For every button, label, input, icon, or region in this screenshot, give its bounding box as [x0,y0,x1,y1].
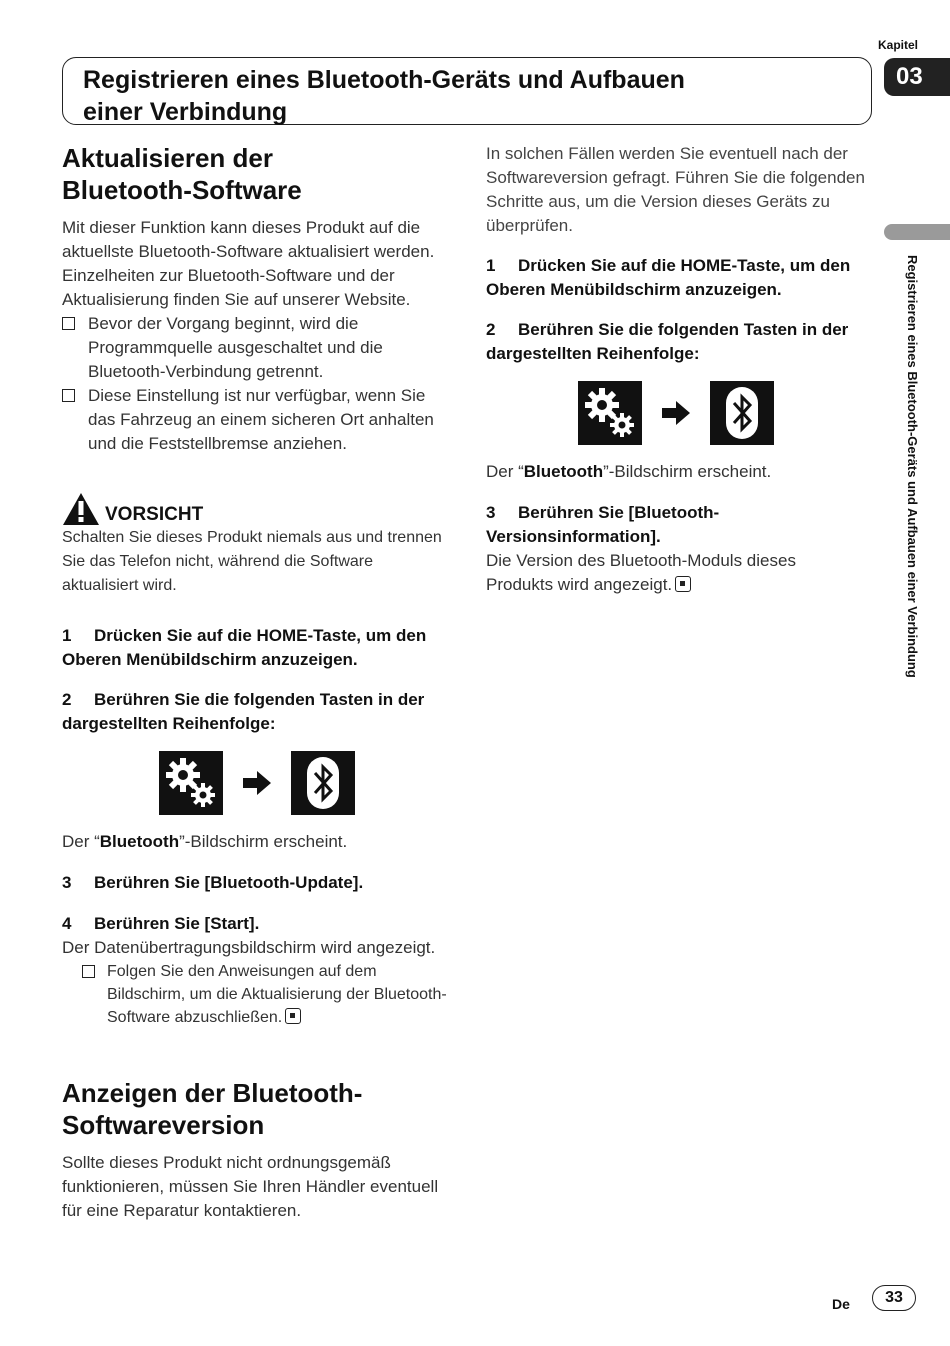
list-item: Diese Einstellung ist nur verfügbar, wenn Sie das Fahrzeug an einem sicheren Ort anhalten und die Feststellbremse anziehen. [62,384,452,456]
section1-title: Aktualisieren der Bluetooth-Software [62,143,302,205]
list-item: Folgen Sie den Anweisungen auf dem Bildschirm, um die Aktualisierung der Bluetooth-Software abzuschließen. [62,960,452,1029]
button-sequence [486,380,866,446]
section2-title: Anzeigen der Bluetooth- Softwareversion [62,1078,363,1140]
right-column [486,142,866,597]
arrow-right-icon [241,769,273,797]
list-item: Bevor der Vorgang beginnt, wird die Programmquelle ausgeschaltet und die Bluetooth-Verbindung getrennt. [62,312,452,384]
step-3: 3 Berühren Sie [Bluetooth-Update]. [62,873,364,892]
gears-icon [582,385,638,441]
step-1: 1 Drücken Sie auf die HOME-Taste, um den Oberen Menübildschirm anzuzeigen. [486,256,851,299]
end-mark-icon [285,1008,301,1024]
side-chapter-label: Registrieren eines Bluetooth-Geräts und Aufbauen einer Verbindung [905,255,920,678]
bluetooth-screen-note: Der “Bluetooth”-Bildschirm erscheint. [486,462,772,481]
side-tab-marker [884,224,950,240]
checkbox-bullet-icon [62,389,75,402]
language-code: De [832,1296,850,1312]
checkbox-bullet-icon [62,317,75,330]
chapter-number-badge: 03 [884,58,950,96]
bluetooth-button-image [710,381,774,445]
step-4: 4 Berühren Sie [Start]. [62,914,260,933]
step-2: 2 Berühren Sie die folgenden Tasten in der dargestellten Reihenfolge: [62,690,425,733]
section1-intro: Mit dieser Funktion kann dieses Produkt auf die aktuellste Bluetooth-Software aktualisiert werden. Einzelheiten zur Bluetooth-Software und der Aktualisierung finden Sie auf unserer Website. [62,218,435,309]
bluetooth-screen-note: Der “Bluetooth”-Bildschirm erscheint. [62,832,348,851]
bluetooth-icon [722,385,762,441]
step-2: 2 Berühren Sie die folgenden Tasten in der dargestellten Reihenfolge: [486,320,849,363]
settings-button-image [159,751,223,815]
section2-intro2: In solchen Fällen werden Sie eventuell nach der Softwareversion gefragt. Führen Sie die folgenden Schritte aus, um die Version dieses Geräts zu überprüfen. [486,144,865,235]
bluetooth-button-image [291,751,355,815]
step-3: 3 Berühren Sie [Bluetooth-Versionsinformation]. [486,503,720,546]
header-title-line1: Registrieren eines Bluetooth-Geräts und Aufbauen [83,66,685,94]
left-column [62,142,452,1223]
warning-triangle-icon [62,492,100,526]
caution-title: VORSICHT [105,504,204,525]
step-4-text: Der Datenübertragungsbildschirm wird angezeigt. [62,938,436,957]
header-title-line2: einer Verbindung [83,98,288,126]
side-chapter-text [882,255,920,715]
arrow-right-icon [660,399,692,427]
caution-text: Schalten Sie dieses Produkt niemals aus und trennen Sie das Telefon nicht, während die Software aktualisiert wird. [62,529,442,594]
section2-intro: Sollte dieses Produkt nicht ordnungsgemäß funktionieren, müssen Sie Ihren Händler eventuell für eine Reparatur kontaktieren. [62,1153,439,1220]
gears-icon [163,755,219,811]
caution-box [62,486,452,598]
bluetooth-icon [303,755,343,811]
settings-button-image [578,381,642,445]
page-header [62,57,872,125]
chapter-label: Kapitel [878,38,919,52]
checkbox-bullet-icon [82,965,95,978]
step-1: 1 Drücken Sie auf die HOME-Taste, um den Oberen Menübildschirm anzuzeigen. [62,626,427,669]
page-number: 33 [872,1285,916,1311]
end-mark-icon [675,576,691,592]
step-3-text: Die Version des Bluetooth-Moduls dieses Produkts wird angezeigt. [486,551,796,594]
button-sequence [62,750,452,816]
